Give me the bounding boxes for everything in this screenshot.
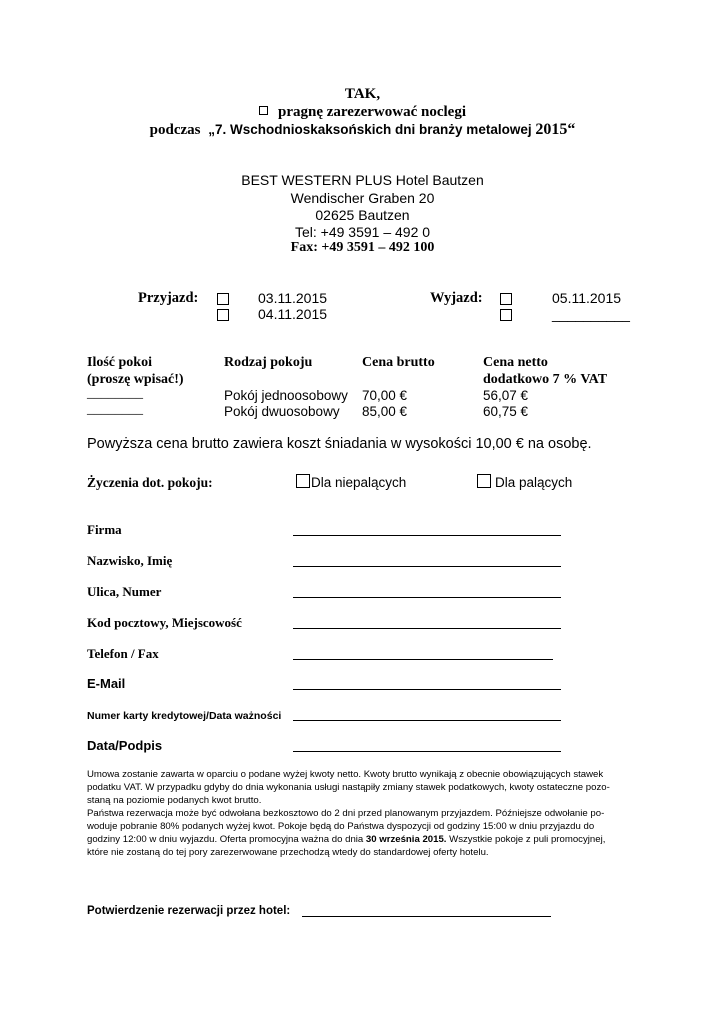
col-qty-2: (proszę wpisać!): [87, 372, 184, 387]
arrival-option-2: 04.11.2015: [258, 306, 328, 322]
field-email-label: E-Mail: [87, 676, 126, 691]
terms-line-4: Państwa rezerwacja może być odwołana bezkosztowo do 2 dni przed planowanym przyjazdem. Późniejsze odwołanie po-: [87, 808, 605, 819]
field-karta-label: Numer karty kredytowej/Data ważności: [87, 710, 282, 722]
confirmation-label: Potwierdzenie rezerwacji przez hotel:: [87, 905, 291, 917]
field-ulica-input[interactable]: [293, 597, 561, 598]
hotel-street: Wendischer Graben 20: [290, 190, 435, 206]
terms-line-3: staną na poziomie podanych kwot brutto.: [87, 795, 262, 806]
departure-option-2[interactable]: __________: [552, 306, 630, 322]
col-qty-1: Ilość pokoi: [87, 355, 152, 370]
field-ulica-label: Ulica, Numer: [87, 584, 162, 599]
departure-label: Wyjazd:: [430, 290, 483, 306]
smoking-checkbox[interactable]: [477, 474, 491, 488]
departure-option-1: 05.11.2015: [552, 290, 622, 306]
header-pragne: pragnę zarezerwować noclegi: [278, 104, 466, 120]
header-podczas: podczas: [149, 122, 201, 138]
field-telefon-label: Telefon / Fax: [87, 646, 159, 661]
terms-line-1: Umowa zostanie zawarta w oparciu o podane wyżej kwoty netto. Kwoty brutto wynikają z obecnie obowiązujących stawek: [87, 769, 604, 780]
terms-line-5: woduje pobranie 80% podanych wyżej kwot. Pokoje będą do Państwa dyspozycji od godziny 15:00 w dniu przyjazdu do: [87, 821, 595, 832]
event-year: 2015“: [535, 121, 576, 138]
field-telefon-input[interactable]: [293, 659, 553, 660]
room-gross-2: 85,00 €: [362, 404, 408, 419]
arrival-checkbox-1[interactable]: [217, 293, 229, 305]
field-email-input[interactable]: [293, 689, 561, 690]
room-net-2: 60,75 €: [483, 404, 529, 419]
room-qty-2[interactable]: ________: [87, 402, 143, 417]
smoking-label: Dla palących: [495, 475, 573, 490]
terms-line-7: które nie zostaną do tej pory zarezerwowane przechodzą wtedy do standardowej oferty hotelu.: [87, 847, 489, 858]
room-net-1: 56,07 €: [483, 388, 529, 403]
col-net-1: Cena netto: [483, 355, 548, 370]
arrival-checkbox-2[interactable]: [217, 309, 229, 321]
col-gross: Cena brutto: [362, 355, 435, 370]
checkbox-icon[interactable]: [259, 106, 268, 115]
field-firma-input[interactable]: [293, 535, 561, 536]
field-kod-input[interactable]: [293, 628, 561, 629]
field-data-podpis-input[interactable]: [293, 751, 561, 752]
non-smoking-label: Dla niepalących: [311, 475, 407, 490]
col-type: Rodzaj pokoju: [224, 355, 313, 370]
field-data-podpis-label: Data/Podpis: [87, 738, 163, 753]
hotel-tel: Tel: +49 3591 – 492 0: [294, 224, 431, 240]
hotel-name: BEST WESTERN PLUS Hotel Bautzen: [241, 172, 484, 188]
arrival-label: Przyjazd:: [138, 290, 199, 306]
terms-line-6a: godziny 12:00 w dniu wyjazdu. Oferta promocyjna ważna do dnia: [87, 834, 364, 845]
room-gross-1: 70,00 €: [362, 388, 408, 403]
terms-line-6c: Wszystkie pokoje z puli promocyjnej,: [449, 834, 606, 845]
non-smoking-checkbox[interactable]: [296, 474, 310, 488]
terms-line-2: podatku VAT. W przypadku gdyby do dnia wykonania usługi nastąpiły zmiany stawek podatkowych, kwoty ostateczne pozo-: [87, 782, 610, 793]
room-type-2: Pokój dwuosobowy: [224, 404, 340, 419]
terms-deadline: 30 września 2015.: [365, 834, 447, 845]
hotel-city: 02625 Bautzen: [315, 207, 410, 223]
wishes-label: Życzenia dot. pokoju:: [87, 475, 213, 490]
hotel-fax: Fax: +49 3591 – 492 100: [290, 240, 435, 255]
field-karta-input[interactable]: [293, 720, 561, 721]
arrival-option-1: 03.11.2015: [258, 290, 328, 306]
field-firma-label: Firma: [87, 522, 122, 537]
confirmation-input[interactable]: [302, 916, 551, 917]
field-kod-label: Kod pocztowy, Miejscowość: [87, 615, 242, 630]
room-type-1: Pokój jednoosobowy: [224, 388, 348, 403]
field-nazwisko-input[interactable]: [293, 566, 561, 567]
header-pragne-line: [0, 104, 725, 121]
event-name: „7. Wschodnioskaksońskich dni branży metalowej: [208, 122, 532, 137]
terms-line-6: [87, 833, 605, 846]
header-tak: TAK,: [344, 86, 381, 102]
breakfast-note: Powyższa cena brutto zawiera koszt śniadania w wysokości 10,00 € na osobę.: [87, 436, 592, 452]
room-qty-1[interactable]: ________: [87, 386, 143, 401]
col-net-2: dodatkowo 7 % VAT: [483, 372, 608, 387]
field-nazwisko-label: Nazwisko, Imię: [87, 553, 173, 568]
departure-checkbox-2[interactable]: [500, 309, 512, 321]
header-event-line: [0, 121, 725, 139]
departure-checkbox-1[interactable]: [500, 293, 512, 305]
